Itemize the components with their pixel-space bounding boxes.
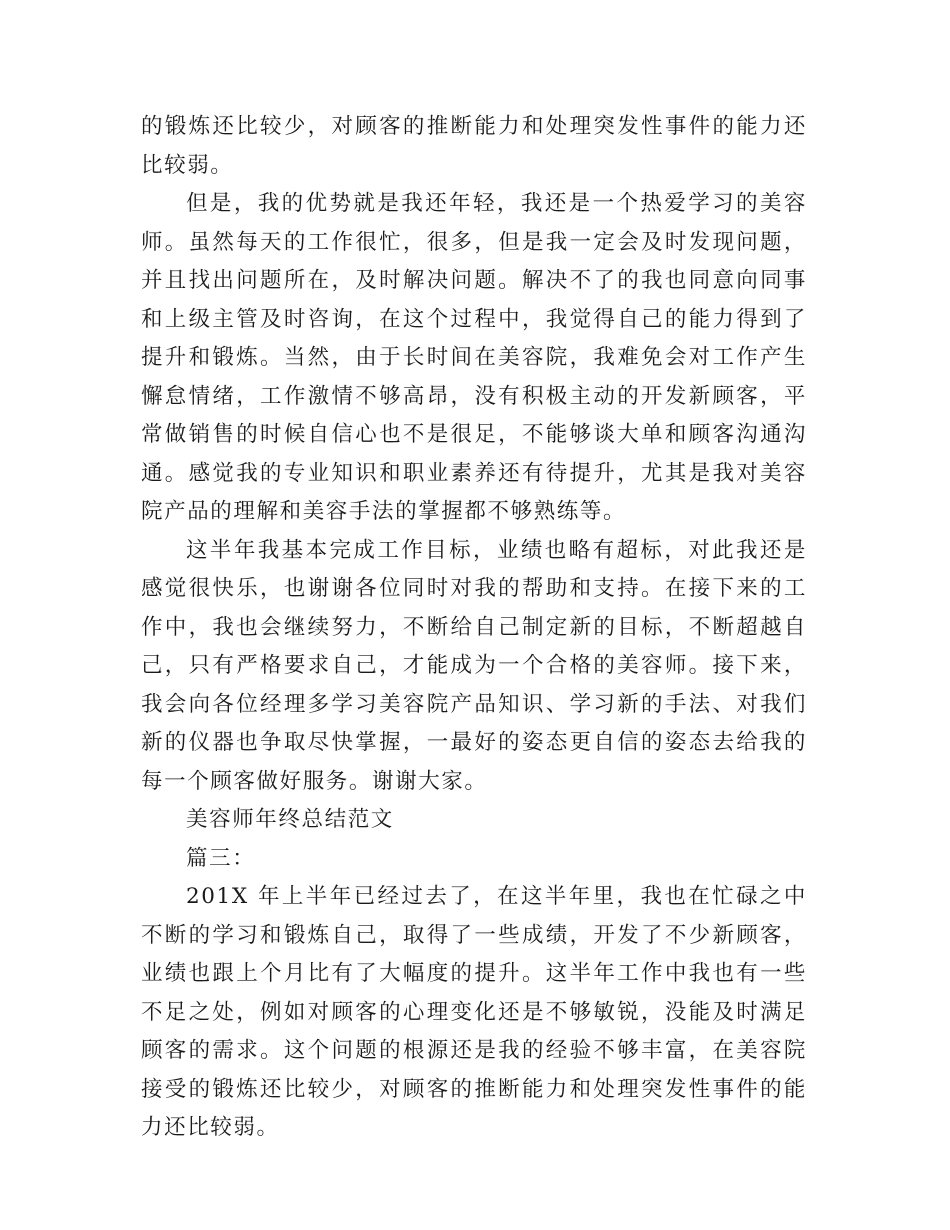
paragraph-half-year-summary: 这半年我基本完成工作目标，业绩也略有超标，对此我还是感觉很快乐，也谢谢各位同时对我的帮助和支持。在接下来的工作中，我也会继续努力，不断给自己制定新的目标，不断超越自己，只有严格要求自己，才能成为一个合格的美容师。接下来，我会向各位经理多学习美容院产品知识、学习新的手法、对我们新的仪器也争取尽快掌握，一最好的姿态更自信的姿态去给我的每一个顾客做好服务。谢谢大家。 <box>141 537 807 794</box>
section-label: 篇三： <box>186 845 256 871</box>
paragraph-part-three: 201X 年上半年已经过去了，在这半年里，我也在忙碌之中不断的学习和锻炼自己，取得了一些成绩，开发了不少新顾客，业绩也跟上个月比有了大幅度的提升。这半年工作中我也有一些不足之处，例如对顾客的心理变化还是不够敏锐，没能及时满足顾客的需求。这个问题的根源还是我的经验不够丰富，在美容院接受的锻炼还比较少，对顾客的推断能力和处理突发性事件的能力还比较弱。 <box>141 884 807 1140</box>
paragraph-continuation: 的锻炼还比较少，对顾客的推断能力和处理突发性事件的能力还比较弱。 <box>141 114 807 178</box>
section-title: 美容师年终总结范文 <box>186 807 394 832</box>
paragraph-strengths: 但是，我的优势就是我还年轻，我还是一个热爱学习的美容师。虽然每天的工作很忙，很多，但是我一定会及时发现问题，并且找出问题所在，及时解决问题。解决不了的我也同意向同事和上级主管及时咨询，在这个过程中，我觉得自己的能力得到了提升和锻炼。当然，由于长时间在美容院，我难免会对工作产生懈怠情绪，工作激情不够高昂，没有积极主动的开发新顾客，平常做销售的时候自信心也不是很足，不能够谈大单和顾客沟通沟通。感觉我的专业知识和职业素养还有待提升，尤其是我对美容院产品的理解和美容手法的掌握都不够熟练等。 <box>141 191 807 524</box>
document-body <box>141 108 807 1148</box>
